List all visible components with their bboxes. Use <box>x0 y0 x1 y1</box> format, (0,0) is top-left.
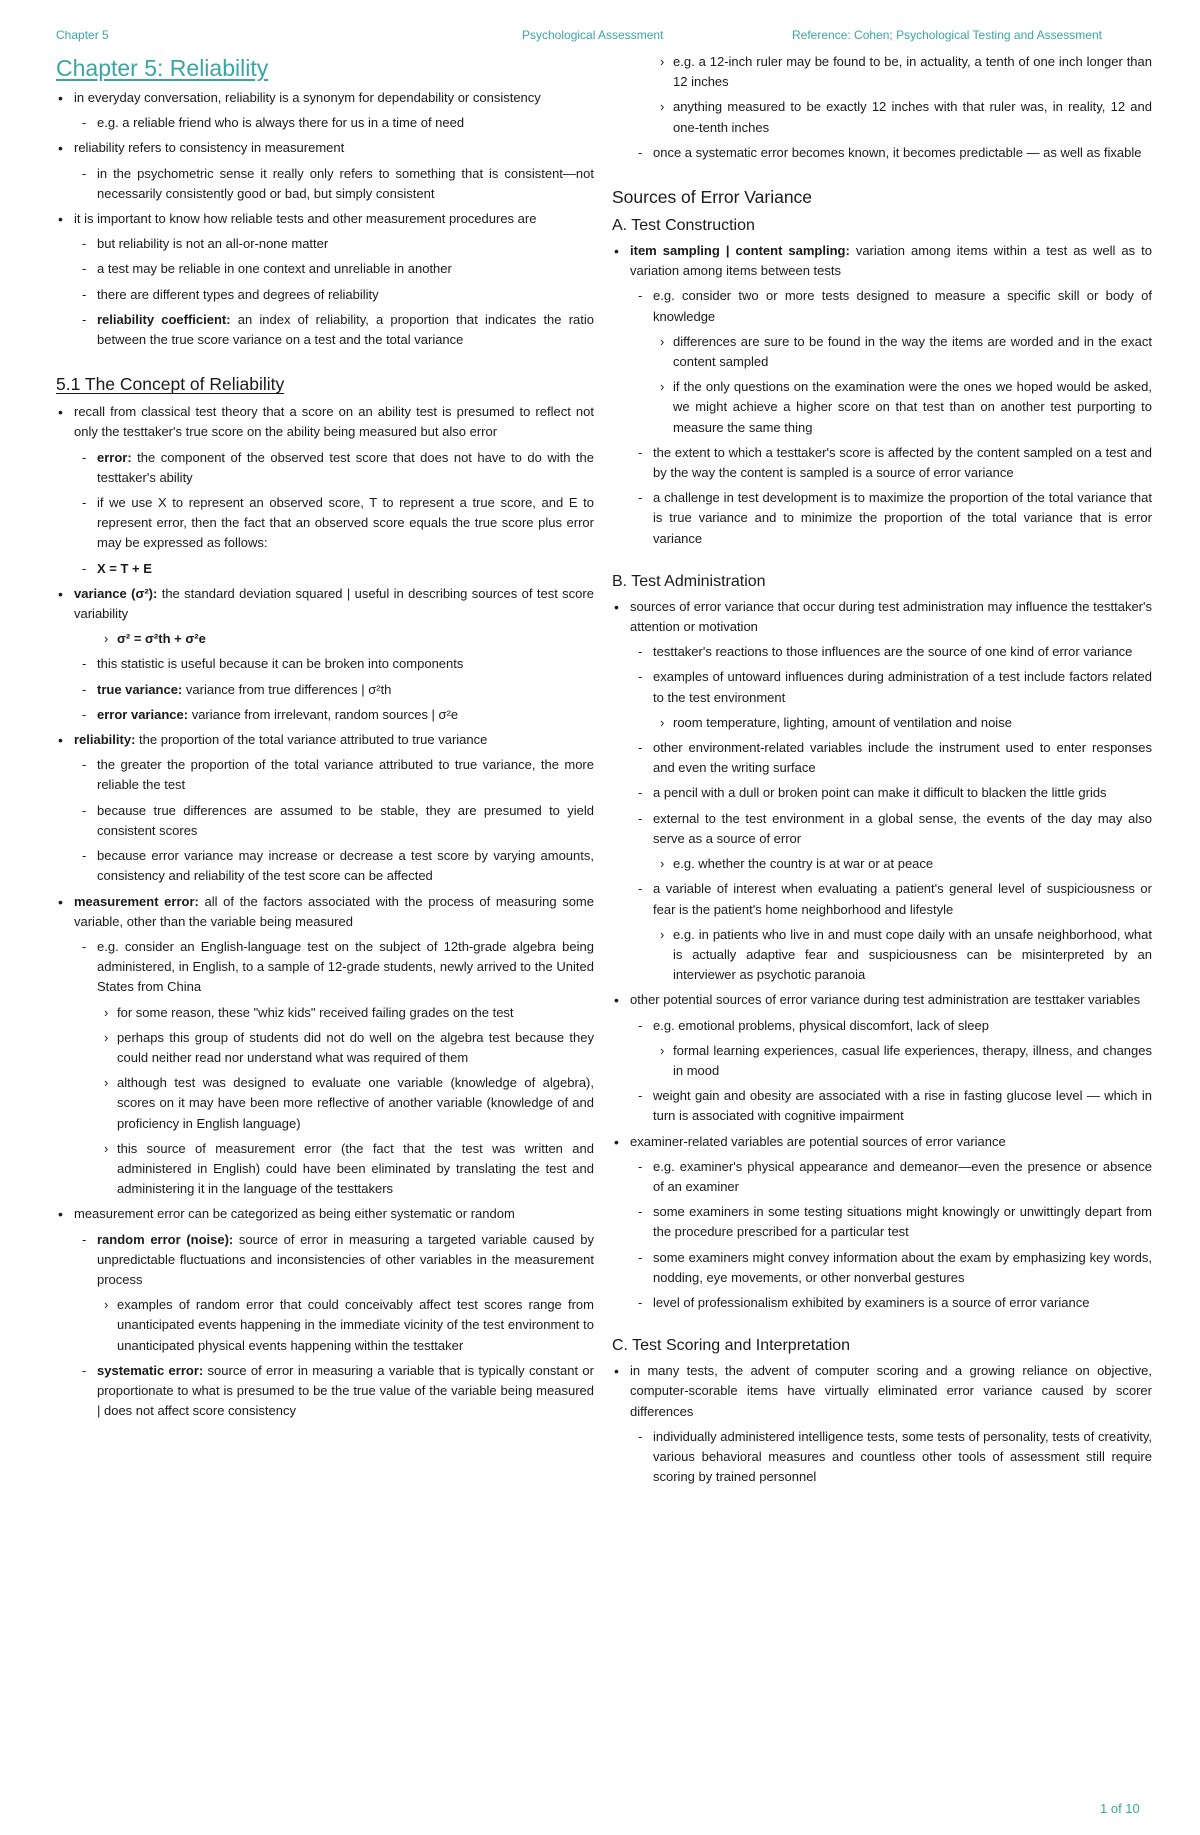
bullet-text: level of professionalism exhibited by examiners is a source of error variance <box>653 1294 1090 1310</box>
bullet-text: e.g. a reliable friend who is always there for us in a time of need <box>97 115 465 131</box>
bullet-text: variance from irrelevant, random sources | σ²e <box>191 706 459 722</box>
bullet-text: weight gain and obesity are associated with a rise in fasting glucose level — which in turn is associated with cognitive impairment <box>653 1088 1152 1124</box>
bullet-item <box>56 493 594 554</box>
test-administration-list <box>612 597 1152 1313</box>
bullet-text: external to the test environment in a global sense, the events of the day may also serve as a source of error <box>653 810 1152 846</box>
bullet-text: the component of the observed test score that does not have to do with the testtaker's ability <box>97 449 594 485</box>
bullet-term: measurement error: <box>74 893 199 909</box>
bullet-text: individually administered intelligence tests, some tests of personality, tests of creativity, various behavioral measures and countless other tools of assessment still require scoring by trained personnel <box>653 1428 1152 1485</box>
bullet-text: in the psychometric sense it really only refers to something that is consistent—not necessarily consistently good or bad, but simply consistent <box>97 165 594 201</box>
sources-of-error-variance-heading: Sources of Error Variance <box>612 187 813 208</box>
bullet-text: other potential sources of error variance during test administration are testtaker variables <box>630 992 1141 1008</box>
bullet-term: error: <box>97 449 132 465</box>
bullet-item <box>612 809 1152 849</box>
bullet-item <box>56 1028 594 1068</box>
bullet-text: if we use X to represent an observed score, T to represent a true score, and E to represent error, then the fact that an observed score equals the true score plus error may be expressed as follows: <box>97 495 594 551</box>
bullet-item <box>56 892 594 932</box>
bullet-item <box>56 310 594 350</box>
intro-list <box>56 88 594 350</box>
bullet-text: a variable of interest when evaluating a patient's general level of suspiciousness or fear is the patient's home neighborhood and lifestyle <box>653 881 1152 917</box>
bullet-text: the extent to which a testtaker's score is affected by the content sampled on a test and by the way the content is sampled is a source of error variance <box>653 444 1152 481</box>
test-construction-list <box>612 241 1152 549</box>
bullet-text: measurement error can be categorized as being either systematic or random <box>74 1206 515 1222</box>
bullet-item <box>612 597 1152 637</box>
bullet-text: this source of measurement error (the fact that the test was written and administered in English) could have been eliminated by translating the test and administering it in the language of the testtakers <box>117 1140 594 1197</box>
page-header <box>0 28 1200 48</box>
bullet-item <box>612 738 1152 778</box>
bullet-text: examples of untoward influences during administration of a test include factors related to the test environment <box>653 669 1152 705</box>
test-construction-heading: A. Test Construction <box>612 217 755 235</box>
section-title: 5.1 The Concept of Reliability <box>56 374 285 395</box>
bullet-text: some examiners might convey information about the exam by emphasizing key words, nodding, eye movements, or other nonverbal gestures <box>653 1249 1152 1285</box>
bullet-text: e.g. examiner's physical appearance and demeanor—even the presence or absence of an examiner <box>653 1158 1152 1194</box>
systematic-error-continued-list <box>612 52 1152 163</box>
header-chapter: Chapter 5 <box>56 28 109 42</box>
bullet-item <box>612 332 1152 372</box>
bullet-item <box>56 113 594 133</box>
bullet-text: it is important to know how reliable tests and other measurement procedures are <box>74 211 537 227</box>
bullet-text: this statistic is useful because it can be broken into components <box>97 656 464 672</box>
bullet-item <box>56 285 594 305</box>
bullet-text: anything measured to be exactly 12 inches with that ruler was, in reality, 12 and one-tenth inches <box>673 99 1152 135</box>
bullet-item <box>56 1204 594 1224</box>
bullet-term: error variance: <box>97 706 189 722</box>
bullet-text: once a systematic error becomes known, it becomes predictable — as well as fixable <box>653 144 1142 160</box>
bullet-item <box>56 1003 594 1023</box>
bullet-item <box>612 1361 1152 1422</box>
bullet-item <box>56 1361 594 1422</box>
bullet-item <box>56 584 594 624</box>
bullet-item <box>612 713 1152 733</box>
bullet-text: some examiners in some testing situations might knowingly or unwittingly depart from the procedure prescribed for a particular test <box>653 1204 1152 1240</box>
bullet-text: examiner-related variables are potential sources of error variance <box>630 1133 1006 1149</box>
bullet-text: e.g. in patients who live in and must cope daily with an unsafe neighborhood, what is actually adaptive fear and suspiciousness can be misinterpreted by an interviewer as psychotic paranoia <box>673 926 1152 983</box>
test-scoring-heading: C. Test Scoring and Interpretation <box>612 1337 851 1355</box>
header-reference: Reference: Cohen; Psychological Testing and Assessment <box>792 28 1102 42</box>
bullet-item <box>612 667 1152 707</box>
bullet-text: testtaker's reactions to those influences are the source of one kind of error variance <box>653 644 1133 660</box>
bullet-term: systematic error: <box>97 1362 204 1378</box>
bullet-item <box>56 234 594 254</box>
bullet-text: a pencil with a dull or broken point can make it difficult to blacken the little grids <box>653 785 1107 801</box>
bullet-text: recall from classical test theory that a score on an ability test is presumed to reflect not only the testtaker's true score on the ability being measured but also error <box>74 404 594 440</box>
bullet-term: true variance: <box>97 681 183 697</box>
bullet-item <box>56 730 594 750</box>
bullet-text: variance from true differences | σ²th <box>185 681 392 697</box>
bullet-text: all of the factors associated with the process of measuring some variable, other than the variable being measured <box>74 893 594 929</box>
bullet-text: the proportion of the total variance attributed to true variance <box>139 732 488 748</box>
bullet-text: in everyday conversation, reliability is a synonym for dependability or consistency <box>74 90 541 105</box>
bullet-item <box>612 286 1152 326</box>
bullet-text: there are different types and degrees of reliability <box>97 286 379 302</box>
bullet-item <box>612 879 1152 919</box>
bullet-text: room temperature, lighting, amount of ventilation and noise <box>673 714 1012 730</box>
bullet-text: an index of reliability, a proportion that indicates the ratio between the true score variance on a test and the total variance <box>97 311 594 348</box>
bullet-item <box>56 88 594 108</box>
bullet-text: variation among items within a test as well as to variation among items between tests <box>630 243 1152 279</box>
left-column <box>56 52 594 1426</box>
bullet-item <box>612 377 1152 438</box>
bullet-text: in many tests, the advent of computer scoring and a growing reliance on objective, computer-scorable items have virtually eliminated error variance caused by scorer differences <box>630 1363 1152 1419</box>
bullet-item <box>56 138 594 158</box>
bullet-item <box>612 1016 1152 1036</box>
concept-list <box>56 402 594 1421</box>
bullet-item <box>56 402 594 442</box>
bullet-text: e.g. a 12-inch ruler may be found to be, in actuality, a tenth of one inch longer than 12 inches <box>673 54 1152 90</box>
bullet-text: if the only questions on the examination were the ones we hoped would be asked, we might achieve a higher score on that test than on another test purporting to measure the same thing <box>673 379 1152 435</box>
bullet-item <box>56 937 594 998</box>
bullet-item <box>612 1086 1152 1126</box>
bullet-item <box>612 925 1152 986</box>
bullet-item <box>612 488 1152 549</box>
bullet-text: sources of error variance that occur during test administration may influence the testtaker's attention or motivation <box>630 598 1152 635</box>
bullet-text: e.g. consider two or more tests designed to measure a specific skill or body of knowledge <box>653 288 1152 324</box>
bullet-text: e.g. whether the country is at war or at peace <box>673 856 934 872</box>
bullet-item <box>612 783 1152 803</box>
bullet-item <box>56 801 594 841</box>
chapter-title: Chapter 5: Reliability <box>56 55 269 81</box>
bullet-item <box>612 1157 1152 1197</box>
bullet-text: because true differences are assumed to be stable, they are presumed to yield consistent scores <box>97 802 594 838</box>
bullet-text: source of error in measuring a targeted variable caused by unpredictable fluctuations and inconsistencies of other variables in the measurement process <box>97 1231 594 1287</box>
bullet-item <box>612 443 1152 483</box>
bullet-item <box>612 642 1152 662</box>
bullet-text: but reliability is not an all-or-none matter <box>97 236 329 252</box>
bullet-term: variance (σ²): <box>74 585 158 601</box>
bullet-text: formal learning experiences, casual life experiences, therapy, illness, and changes in mood <box>673 1042 1152 1078</box>
bullet-term: reliability coefficient: <box>97 311 231 327</box>
bullet-text: the standard deviation squared | useful in describing sources of test score variability <box>74 585 594 622</box>
bullet-text: although test was designed to evaluate one variable (knowledge of algebra), scores on it may have been more reflective of another variable (knowledge of and proficiency in English language) <box>117 1075 594 1131</box>
bullet-term: reliability: <box>74 732 136 748</box>
bullet-item <box>612 1132 1152 1152</box>
bullet-item <box>612 241 1152 281</box>
bullet-item <box>56 448 594 488</box>
bullet-item <box>612 1248 1152 1288</box>
bullet-item <box>56 1139 594 1200</box>
bullet-item <box>612 52 1152 92</box>
bullet-item <box>612 1427 1152 1488</box>
bullet-text: differences are sure to be found in the way the items are worded and in the exact content sampled <box>673 333 1152 370</box>
bullet-text: reliability refers to consistency in measurement <box>74 140 345 156</box>
bullet-item <box>56 1073 594 1134</box>
bullet-text: because error variance may increase or decrease a test score by varying amounts, consistency and reliability of the test score can be affected <box>97 848 594 884</box>
bullet-item <box>56 164 594 204</box>
header-course: Psychological Assessment <box>522 28 664 42</box>
bullet-text: a challenge in test development is to maximize the proportion of the total variance that is true variance and to minimize the proportion of the total variance that is error variance <box>653 490 1152 546</box>
bullet-text: perhaps this group of students did not do well on the algebra test because they could neither read nor understand what was required of them <box>117 1029 594 1065</box>
bullet-item <box>612 1202 1152 1242</box>
bullet-text: other environment-related variables include the instrument used to enter responses and even the writing surface <box>653 740 1152 776</box>
bullet-item <box>56 629 594 649</box>
bullet-item <box>612 854 1152 874</box>
bullet-item <box>612 1041 1152 1081</box>
bullet-term: σ² = σ²th + σ²e <box>117 631 206 647</box>
bullet-text: the greater the proportion of the total variance attributed to true variance, the more reliable the test <box>97 757 594 793</box>
bullet-item <box>56 1230 594 1291</box>
bullet-term: random error (noise): <box>97 1231 234 1247</box>
bullet-text: e.g. emotional problems, physical discomfort, lack of sleep <box>653 1017 989 1033</box>
bullet-item <box>612 143 1152 163</box>
bullet-item <box>56 209 594 229</box>
page-number: 1 of 10 <box>1100 1801 1140 1816</box>
bullet-text: e.g. consider an English-language test on the subject of 12th-grade algebra being administered, in English, to a sample of 12-grade students, newly arrived to the United States from China <box>97 938 594 995</box>
bullet-item <box>56 680 594 700</box>
bullet-item <box>56 654 594 674</box>
test-administration-heading: B. Test Administration <box>612 572 766 590</box>
bullet-item <box>56 1295 594 1356</box>
bullet-item <box>56 846 594 886</box>
bullet-text: examples of random error that could conceivably affect test scores range from unanticipated events happening in the immediate vicinity of the test environment to unanticipated physical events happening within the testtaker <box>117 1297 594 1353</box>
bullet-item <box>56 559 594 579</box>
bullet-item <box>612 990 1152 1010</box>
bullet-item <box>56 259 594 279</box>
bullet-item <box>612 97 1152 137</box>
bullet-term: X = T + E <box>97 560 152 576</box>
bullet-term: item sampling | content sampling: <box>630 243 850 259</box>
bullet-text: for some reason, these "whiz kids" received failing grades on the test <box>117 1004 514 1020</box>
bullet-item <box>612 1293 1152 1313</box>
right-column <box>612 52 1152 1492</box>
bullet-text: source of error in measuring a variable that is typically constant or proportionate to what is presumed to be the true value of the variable being measured | does not affect score consistency <box>97 1362 594 1419</box>
bullet-item <box>56 705 594 725</box>
test-scoring-list <box>612 1361 1152 1487</box>
bullet-item <box>56 755 594 795</box>
bullet-text: a test may be reliable in one context and unreliable in another <box>97 261 452 277</box>
